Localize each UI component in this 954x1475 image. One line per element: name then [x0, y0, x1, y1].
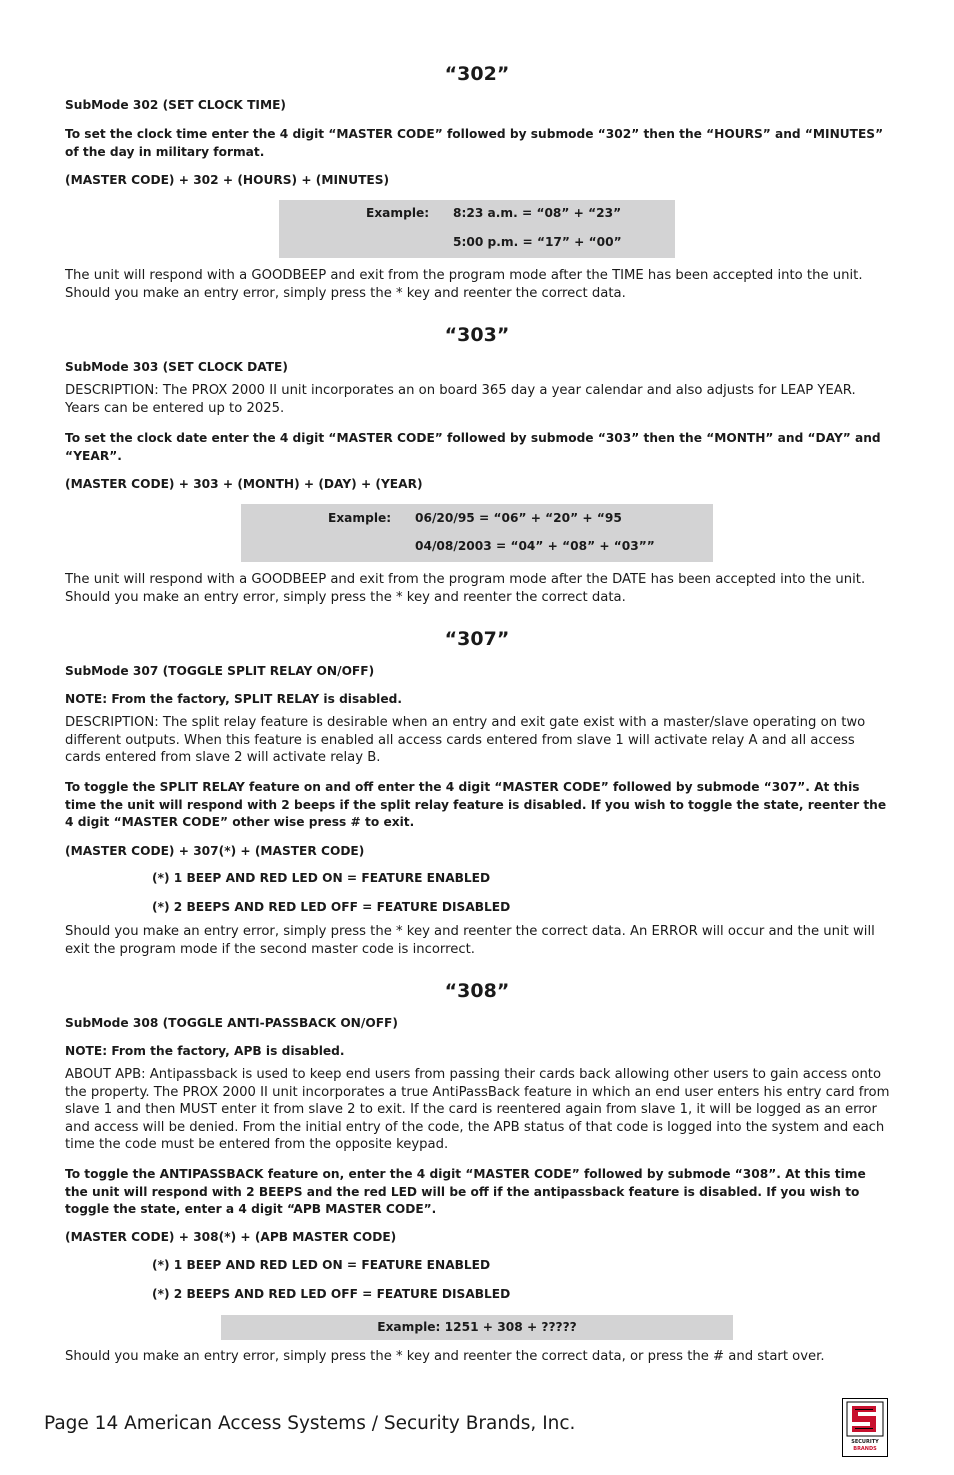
section-307-formula: (MASTER CODE) + 307(*) + (MASTER CODE)	[65, 844, 365, 858]
section-308-example-box: Example: 1251 + 308 + ?????	[221, 1315, 733, 1340]
section-307-description: DESCRIPTION: The split relay feature is desirable when an entry and exit gate exist with a master/slave operating on two different outputs. When this feature is enabled all access cards entered from slave 1 will activate relay A and all access cards entered from slave 2 will activate relay B.	[65, 715, 866, 765]
example-line: 04/08/2003 = “04” + “08” + “03””	[415, 539, 655, 553]
section-307-response: Should you make an entry error, simply press the * key and reenter the correct data. An ERROR will occur and the unit will exit the program mode if the second master code is incorrect.	[65, 924, 875, 957]
security-brands-logo	[842, 1398, 888, 1457]
section-307-note: NOTE: From the factory, SPLIT RELAY is disabled.	[65, 692, 402, 706]
section-307-instruction: To toggle the SPLIT RELAY feature on and off enter the 4 digit “MASTER CODE” followed by submode “307”. At this time the unit will respond with 2 beeps if the split relay feature is disabled. If you wish to toggle the state, reenter the 4 digit “MASTER CODE” other wise press # to exit.	[65, 780, 887, 829]
section-303-response: The unit will respond with a GOODBEEP and exit from the program mode after the DATE has been accepted into the unit. Should you make an entry error, simply press the * key and reenter the correct data.	[65, 572, 866, 605]
section-307-title: SubMode 307 (TOGGLE SPLIT RELAY ON/OFF)	[65, 664, 375, 678]
section-308-state-disabled: (*) 2 BEEPS AND RED LED OFF = FEATURE DISABLED	[152, 1287, 511, 1301]
section-302-response: The unit will respond with a GOODBEEP and exit from the program mode after the TIME has been accepted into the unit. Should you make an entry error, simply press the * key and reenter the correct data.	[65, 268, 863, 301]
example-label: Example:	[366, 206, 430, 220]
section-308-title: SubMode 308 (TOGGLE ANTI-PASSBACK ON/OFF)	[65, 1016, 398, 1030]
section-303-formula: (MASTER CODE) + 303 + (MONTH) + (DAY) + (YEAR)	[65, 477, 423, 491]
section-308-formula: (MASTER CODE) + 308(*) + (APB MASTER CODE)	[65, 1230, 397, 1244]
logo-text-brands: BRANDS	[853, 1446, 877, 1452]
section-302-heading: “302”	[444, 63, 510, 85]
section-307-heading: “307”	[444, 628, 510, 650]
section-303-heading: “303”	[444, 324, 510, 346]
example-line: 8:23 a.m. = “08” + “23”	[453, 206, 622, 220]
section-308-note: NOTE: From the factory, APB is disabled.	[65, 1044, 345, 1058]
section-302-instruction: To set the clock time enter the 4 digit “MASTER CODE” followed by submode “302” then the “HOURS” and “MINUTES” of the day in military format.	[65, 127, 884, 159]
section-302-example-box	[279, 200, 675, 258]
page-footer: Page 14 American Access Systems / Security Brands, Inc.	[44, 1413, 576, 1434]
section-308-state-enabled: (*) 1 BEEP AND RED LED ON = FEATURE ENABLED	[152, 1258, 491, 1272]
section-308-description: ABOUT APB: Antipassback is used to keep end users from passing their cards back allowing other users to gain access onto the property. The PROX 2000 II unit incorporates a true AntiPassBack feature in which an end user enters his entry card from slave 1 and then MUST enter it from slave 2 to exit. If the card is reentered again from slave 1, it will be logged as an error and access will be denied. From the initial entry of the code, the APB status of that code is logged into the system and each time the code must be entered from the opposite keypad.	[65, 1067, 890, 1152]
logo-mark-icon	[843, 1399, 887, 1439]
section-303-description: DESCRIPTION: The PROX 2000 II unit incorporates an on board 365 day a year calendar and also adjusts for LEAP YEAR. Years can be entered up to 2025.	[65, 383, 856, 416]
section-308-response: Should you make an entry error, simply press the * key and reenter the correct data, or press the # and start over.	[65, 1349, 825, 1364]
section-302-formula: (MASTER CODE) + 302 + (HOURS) + (MINUTES)	[65, 173, 390, 187]
section-303-instruction: To set the clock date enter the 4 digit “MASTER CODE” followed by submode “303” then the “MONTH” and “DAY” and “YEAR”.	[65, 431, 881, 463]
section-307-state-disabled: (*) 2 BEEPS AND RED LED OFF = FEATURE DISABLED	[152, 900, 511, 914]
section-307-state-enabled: (*) 1 BEEP AND RED LED ON = FEATURE ENABLED	[152, 871, 491, 885]
section-308-heading: “308”	[444, 980, 510, 1002]
example-label: Example:	[328, 511, 392, 525]
section-303-title: SubMode 303 (SET CLOCK DATE)	[65, 360, 288, 374]
logo-text-security: SECURITY	[851, 1439, 879, 1445]
section-308-instruction: To toggle the ANTIPASSBACK feature on, enter the 4 digit “MASTER CODE” followed by submode “308”. At this time the unit will respond with 2 BEEPS and the red LED will be off if the antipassback feature is disabled. If you wish to toggle the state, enter a 4 digit “APB MASTER CODE”.	[65, 1167, 866, 1216]
section-302-title: SubMode 302 (SET CLOCK TIME)	[65, 98, 286, 112]
example-line: 06/20/95 = “06” + “20” + “95	[415, 511, 622, 525]
example-line: 5:00 p.m. = “17” + “00”	[453, 235, 622, 249]
section-303-example-box	[241, 504, 713, 562]
